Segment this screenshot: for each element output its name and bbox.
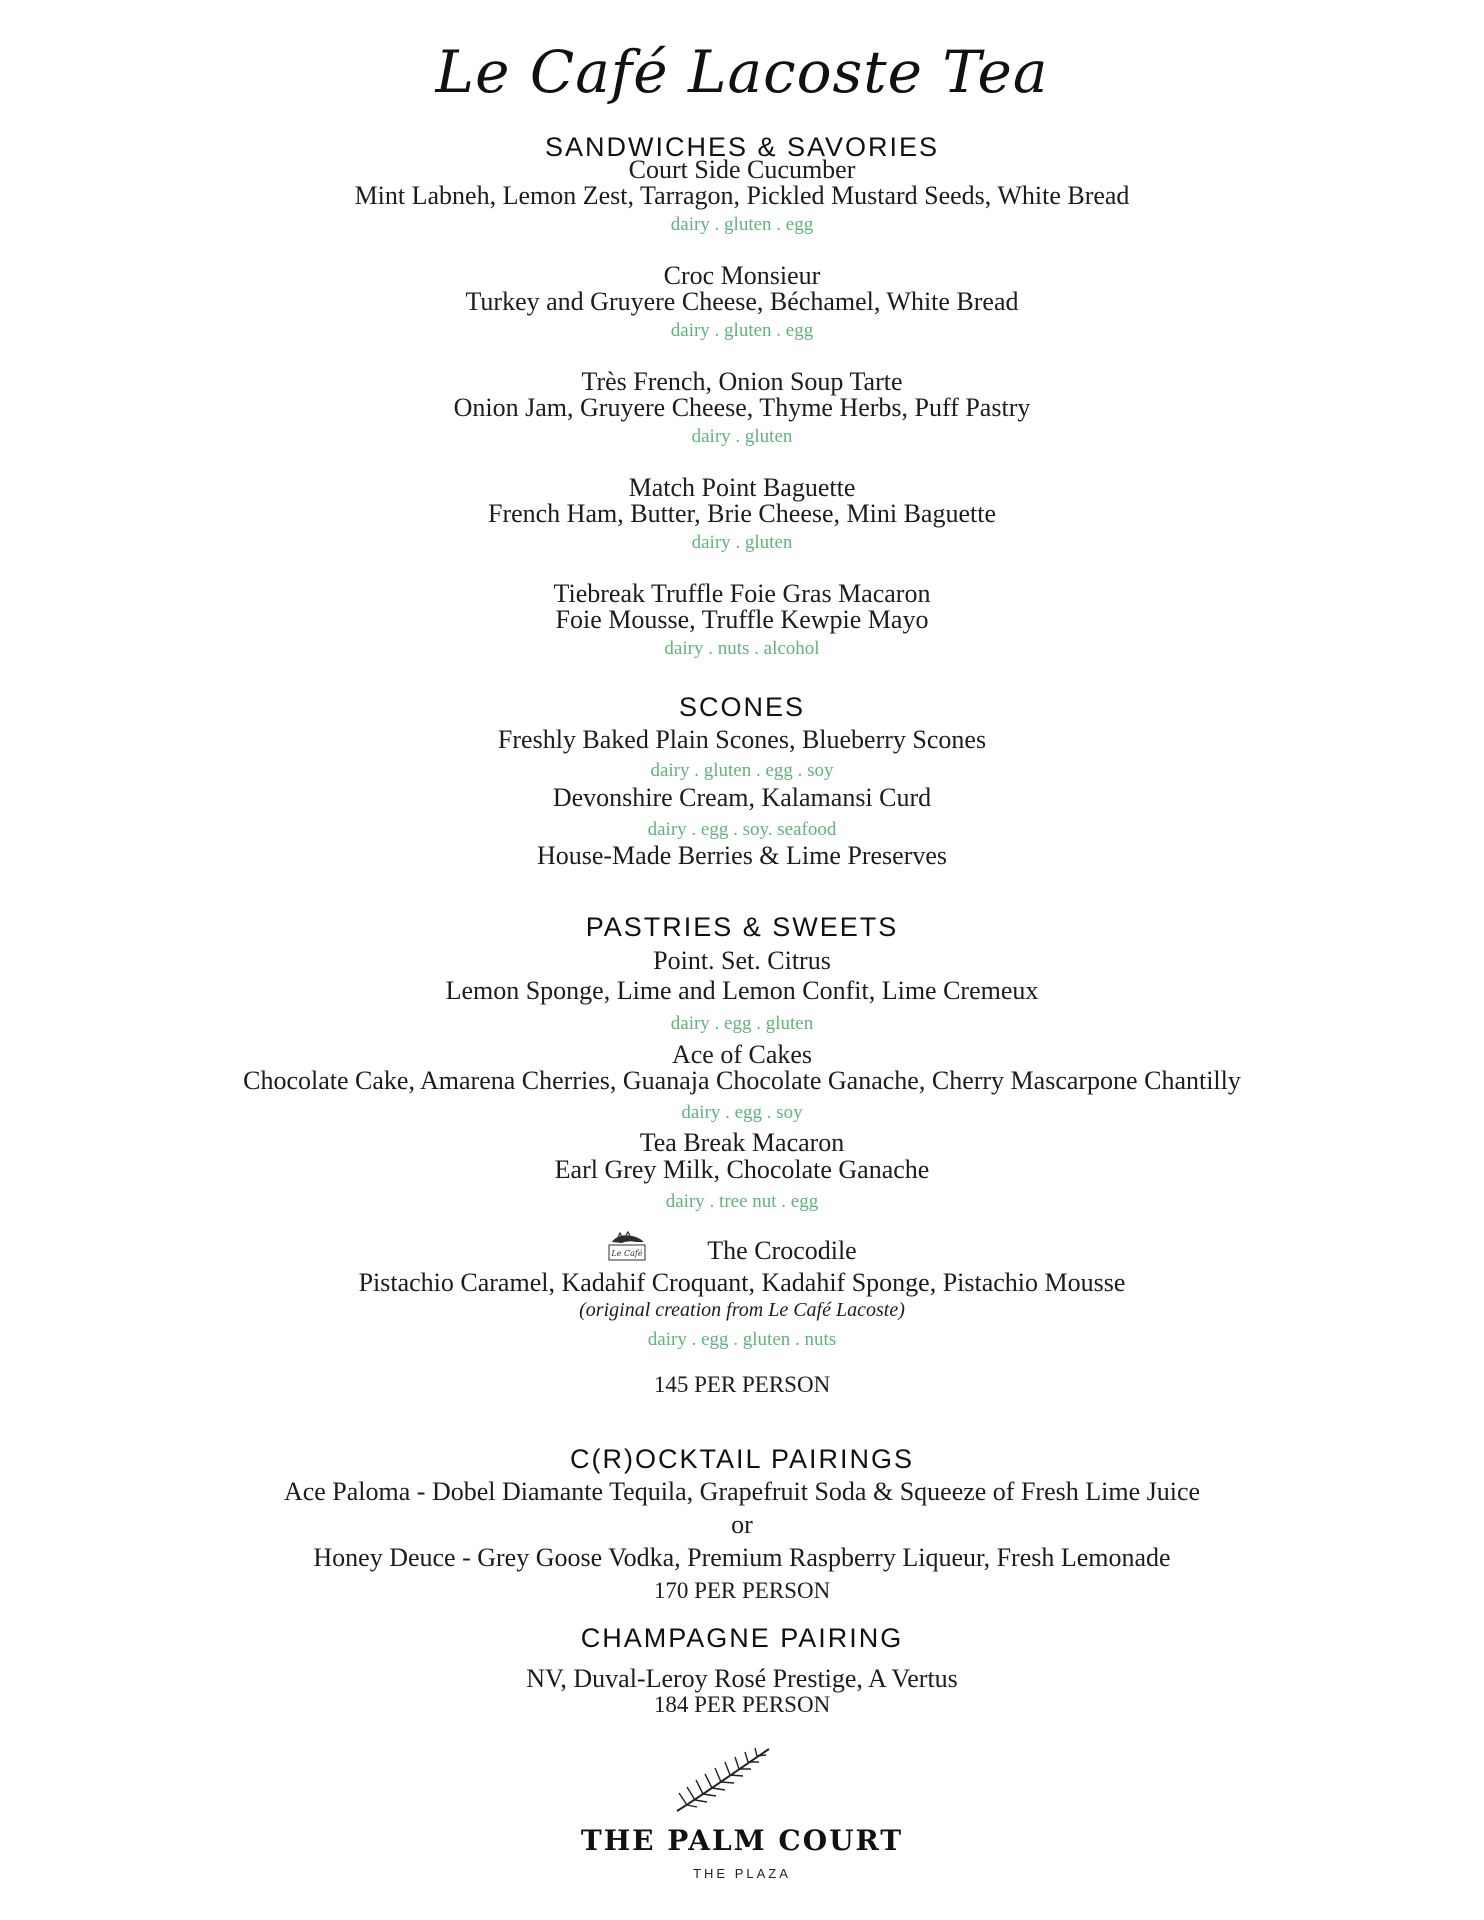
item-name: Tiebreak Truffle Foie Gras Macaron: [553, 579, 931, 608]
section-heading-scones: SCONES: [678, 692, 806, 722]
section-heading-cocktails: C(R)OCKTAIL PAIRINGS: [569, 1444, 915, 1474]
tea-price: 145 PER PERSON: [653, 1372, 831, 1397]
item-allergens: dairy . gluten: [691, 426, 793, 447]
item-description: Pistachio Caramel, Kadahif Croquant, Kadahif Sponge, Pistachio Mousse: [358, 1268, 1126, 1297]
item-name: Devonshire Cream, Kalamansi Curd: [552, 783, 932, 812]
item-allergens: dairy . gluten . egg: [670, 320, 814, 341]
logo-text: Le Café: [611, 1249, 643, 1258]
champagne-price: 184 PER PERSON: [653, 1692, 831, 1717]
champagne-wine: NV, Duval-Leroy Rosé Prestige, A Vertus: [526, 1664, 958, 1693]
section-heading-pastries: PASTRIES & SWEETS: [585, 912, 899, 942]
item-description: French Ham, Butter, Brie Cheese, Mini Baguette: [487, 499, 996, 528]
palm-leaf-icon: [673, 1745, 773, 1815]
venue-name: THE PALM COURT: [580, 1824, 904, 1857]
cocktail-price: 170 PER PERSON: [653, 1578, 831, 1603]
item-allergens: dairy . tree nut . egg: [665, 1191, 819, 1212]
item-name: Croc Monsieur: [663, 261, 821, 290]
item-description: Earl Grey Milk, Chocolate Ganache: [554, 1155, 930, 1184]
item-name: Point. Set. Citrus: [653, 946, 831, 975]
item-note: (original creation from Le Café Lacoste): [579, 1299, 905, 1321]
menu-title: Le Café Lacoste Tea: [435, 38, 1049, 106]
venue-subtitle: THE PLAZA: [693, 1866, 791, 1881]
item-allergens: dairy . gluten: [691, 532, 793, 553]
item-allergens: dairy . egg . gluten . nuts: [647, 1329, 837, 1350]
item-allergens: dairy . egg . soy: [681, 1102, 803, 1123]
cocktail-option-2: Honey Deuce - Grey Goose Vodka, Premium Raspberry Liqueur, Fresh Lemonade: [313, 1543, 1171, 1572]
item-name: Tea Break Macaron: [639, 1128, 845, 1157]
item-description: Onion Jam, Gruyere Cheese, Thyme Herbs, Puff Pastry: [453, 393, 1031, 422]
item-name: House-Made Berries & Lime Preserves: [536, 841, 948, 870]
item-description: Mint Labneh, Lemon Zest, Tarragon, Pickled Mustard Seeds, White Bread: [354, 181, 1130, 210]
item-description: Turkey and Gruyere Cheese, Béchamel, White Bread: [465, 287, 1019, 316]
item-name: Ace of Cakes: [671, 1040, 813, 1069]
item-name: Court Side Cucumber: [628, 155, 856, 184]
section-heading-sandwiches: SANDWICHES & SAVORIES: [544, 132, 940, 162]
item-allergens: dairy . nuts . alcohol: [664, 638, 820, 659]
item-name: Match Point Baguette: [628, 473, 856, 502]
item-description: Chocolate Cake, Amarena Cherries, Guanaja Chocolate Ganache, Cherry Mascarpone Chantilly: [243, 1066, 1241, 1095]
item-allergens: dairy . gluten . egg: [670, 214, 814, 235]
item-allergens: dairy . egg . soy. seafood: [647, 819, 837, 840]
item-allergens: dairy . gluten . egg . soy: [650, 760, 834, 781]
item-name: The Crocodile: [707, 1236, 857, 1265]
item-name: Freshly Baked Plain Scones, Blueberry Scones: [497, 725, 987, 754]
item-description: Lemon Sponge, Lime and Lemon Confit, Lime Cremeux: [445, 976, 1039, 1005]
section-heading-champagne: CHAMPAGNE PAIRING: [580, 1623, 904, 1653]
item-allergens: dairy . egg . gluten: [670, 1013, 814, 1034]
item-name: Très French, Onion Soup Tarte: [581, 367, 903, 396]
cocktail-or: or: [731, 1510, 753, 1539]
cocktail-option-1: Ace Paloma - Dobel Diamante Tequila, Grapefruit Soda & Squeeze of Fresh Lime Juice: [283, 1477, 1201, 1506]
item-description: Foie Mousse, Truffle Kewpie Mayo: [555, 605, 929, 634]
